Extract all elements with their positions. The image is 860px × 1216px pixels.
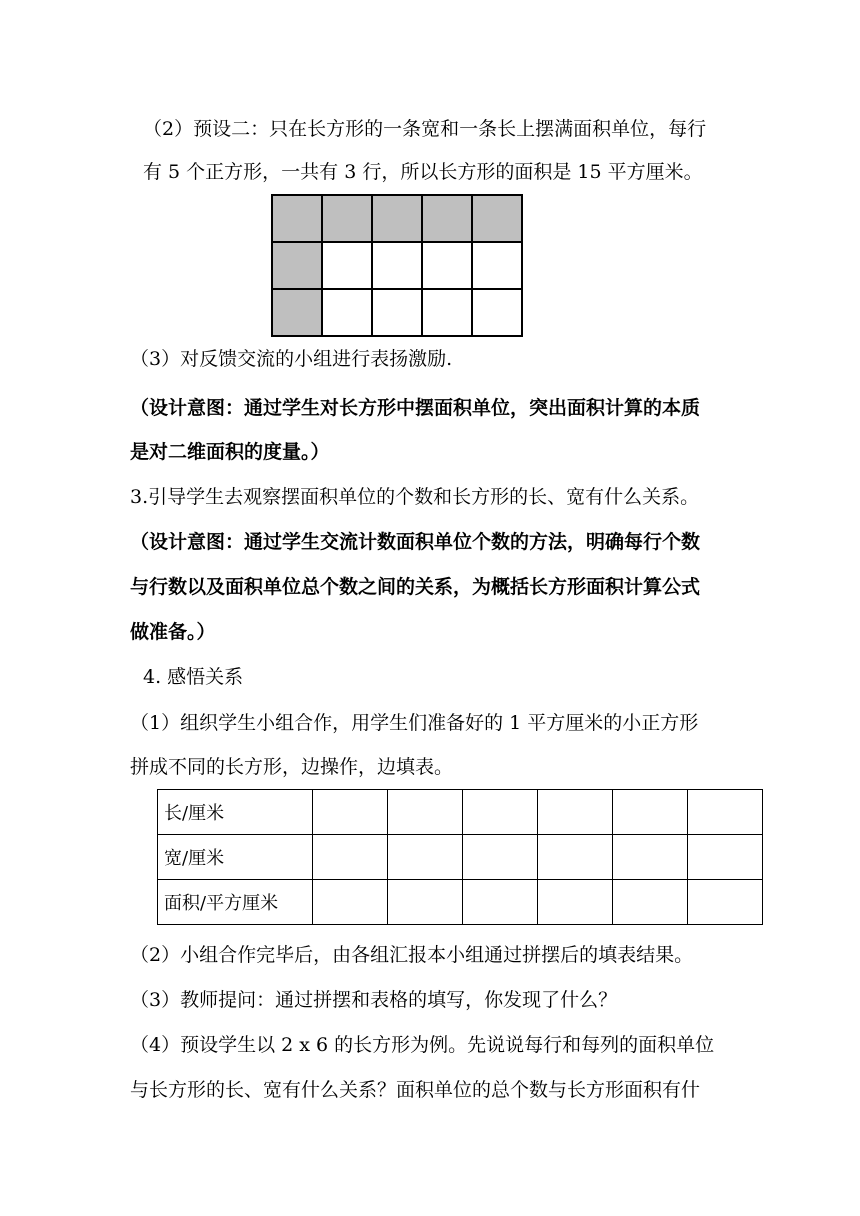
paragraph-line: （3）教师提问：通过拼摆和表格的填写，你发现了什么？ [130,989,618,1011]
paragraph-line: 与长方形的长、宽有什么关系？面积单位的总个数与长方形面积有什 [130,1079,701,1101]
table-cell [538,880,613,925]
table-cell [613,790,688,835]
table-cell [388,880,463,925]
grid-cell-shaded [272,242,322,289]
paragraph-line: 拼成不同的长方形，边操作，边填表。 [130,756,454,778]
design-intent-line: （设计意图：通过学生对长方形中摆面积单位，突出面积计算的本质 [130,397,701,419]
row-header-length: 长/厘米 [158,790,313,835]
table-cell [313,880,388,925]
grid-cell [322,289,372,336]
table-cell [463,835,538,880]
grid-cell [322,242,372,289]
fill-in-table [157,789,763,925]
table-cell [538,835,613,880]
table-cell [388,790,463,835]
paragraph-line: （4）预设学生以 2 x 6 的长方形为例。先说说每行和每列的面积单位 [130,1034,715,1056]
design-intent-line: 与行数以及面积单位总个数之间的关系，为概括长方形面积计算公式 [130,576,701,598]
design-intent-line: 是对二维面积的度量。） [130,441,330,463]
paragraph-line: 3.引导学生去观察摆面积单位的个数和长方形的长、宽有什么关系。 [130,486,700,508]
table-cell [313,790,388,835]
paragraph-line: （3）对反馈交流的小组进行表扬激励. [130,348,453,370]
grid-cell-shaded [422,195,472,242]
grid-cell [372,289,422,336]
grid-cell [472,242,522,289]
area-unit-grid [271,194,523,337]
table-cell [538,790,613,835]
table-cell [388,835,463,880]
table-row [158,790,763,835]
table-cell [688,790,763,835]
table-row [158,880,763,925]
grid-cell-shaded [472,195,522,242]
grid-cell [372,242,422,289]
paragraph-line: （2）小组合作完毕后，由各组汇报本小组通过拼摆后的填表结果。 [130,944,694,966]
grid-cell-shaded [372,195,422,242]
design-intent-line: 做准备。） [130,621,216,643]
table-cell [313,835,388,880]
paragraph-line: 有 5 个正方形，一共有 3 行，所以长方形的面积是 15 平方厘米。 [143,161,703,183]
grid-cell [422,242,472,289]
row-header-area: 面积/平方厘米 [158,880,313,925]
table-cell [613,880,688,925]
table-cell [463,790,538,835]
grid-cell-shaded [322,195,372,242]
grid-cell [472,289,522,336]
grid-cell [422,289,472,336]
table-row [158,835,763,880]
paragraph-line: （1）组织学生小组合作，用学生们准备好的 1 平方厘米的小正方形 [130,712,699,734]
table-cell [613,835,688,880]
table-cell [688,880,763,925]
section-heading: 4. 感悟关系 [143,666,244,688]
design-intent-line: （设计意图：通过学生交流计数面积单位个数的方法，明确每行个数 [130,531,701,553]
grid-cell-shaded [272,289,322,336]
table-cell [688,835,763,880]
row-header-width: 宽/厘米 [158,835,313,880]
table-cell [463,880,538,925]
grid-cell-shaded [272,195,322,242]
paragraph-line: （2）预设二：只在长方形的一条宽和一条长上摆满面积单位，每行 [143,118,707,140]
